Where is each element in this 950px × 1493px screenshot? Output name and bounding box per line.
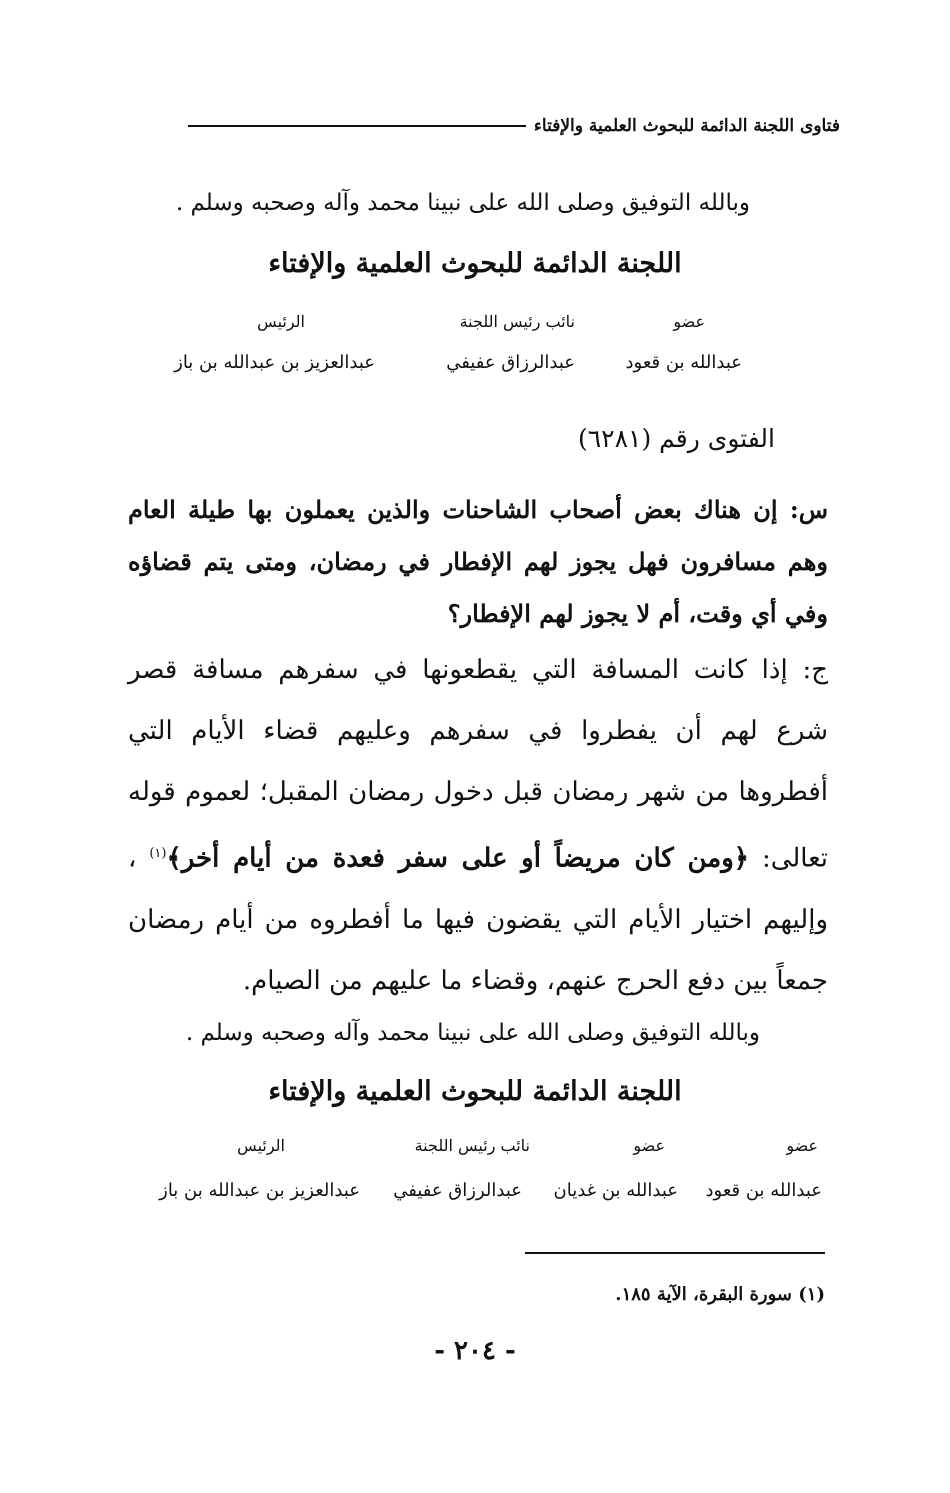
- footnote: (١) سورة البقرة، الآية ١٨٥.: [615, 1284, 825, 1305]
- fatwa-answer: [128, 640, 828, 1012]
- footnote-reference: (١): [149, 846, 167, 861]
- signatory-name: عبدالعزيز بن عبدالله بن باز: [159, 1180, 360, 1201]
- footnote-separator: [525, 1252, 825, 1254]
- page-number: - ٢٠٤ -: [434, 1336, 516, 1366]
- signatory-role: نائب رئيس اللجنة: [414, 1136, 530, 1155]
- quran-verse: ﴿ومن كان مريضاً أو على سفر فعدة من أيام أخر﴾: [166, 843, 750, 874]
- signatory-role: الرئيس: [257, 312, 305, 331]
- fatwa-number: الفتوى رقم (٦٢٨١): [577, 424, 775, 453]
- fatwa-question: س: إن هناك بعض أصحاب الشاحنات والذين يعملون بها طيلة العام وهم مسافرون فهل يجوز لهم الإفطار في رمضان، ومتى يتم قضاؤه وفي أي وقت، أم لا يجوز لهم الإفطار؟: [128, 495, 828, 628]
- running-header-title: فتاوى اللجنة الدائمة للبحوث العلمية والإفتاء: [533, 116, 840, 136]
- answer-rest: ، وإليهم اختيار الأيام التي يقضون فيها ما أفطروه من أيام رمضان جمعاً بين دفع الحرج عنهم، وقضاء ما عليهم من الصيام.: [128, 843, 828, 996]
- signatory-name: عبدالرزاق عفيفي: [446, 352, 575, 373]
- committee-title-2: اللجنة الدائمة للبحوث العلمية والإفتاء: [268, 1076, 682, 1107]
- signatory-name: عبدالله بن قعود: [705, 1180, 822, 1201]
- signatory-role: نائب رئيس اللجنة: [459, 312, 575, 331]
- signatory-name: عبدالرزاق عفيفي: [393, 1180, 522, 1201]
- answer-intro: ج: إذا كانت المسافة التي يقطعونها في سفرهم مسافة قصر شرع لهم أن يفطروا في سفرهم وعليهم قضاء الأيام التي أفطروها من شهر رمضان قبل دخول رمضان المقبل؛ لعموم قوله تعالى:: [128, 655, 829, 874]
- signatory-role: عضو: [633, 1136, 665, 1155]
- signatory-name: عبدالله بن غديان: [553, 1180, 678, 1201]
- closing-line-2: وبالله التوفيق وصلى الله على نبينا محمد وآله وصحبه وسلم .: [185, 1020, 760, 1046]
- signatory-name: عبدالعزيز بن عبدالله بن باز: [174, 352, 375, 373]
- closing-line-1: وبالله التوفيق وصلى الله على نبينا محمد وآله وصحبه وسلم .: [175, 190, 750, 216]
- signatory-role: الرئيس: [237, 1136, 285, 1155]
- signatory-name: عبدالله بن قعود: [625, 352, 742, 373]
- signatory-role: عضو: [786, 1136, 818, 1155]
- running-header: [188, 116, 840, 136]
- header-rule: [188, 125, 526, 127]
- signatory-role: عضو: [673, 312, 705, 331]
- committee-title-1: اللجنة الدائمة للبحوث العلمية والإفتاء: [268, 248, 682, 279]
